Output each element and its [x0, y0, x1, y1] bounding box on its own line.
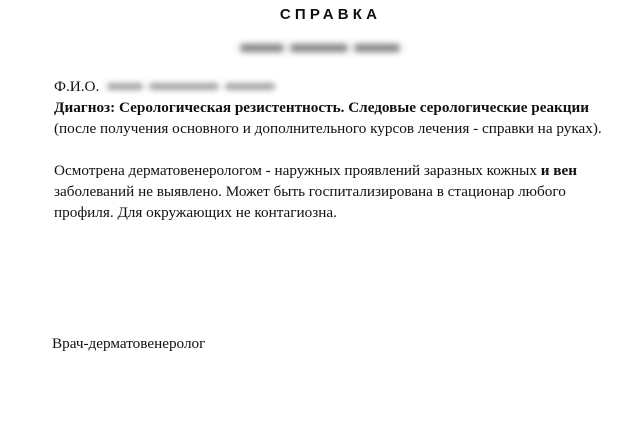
- diagnosis-paragraph: [54, 97, 602, 139]
- examination-bold-text: и вен: [540, 162, 577, 179]
- document-body: [54, 76, 602, 223]
- diagnosis-note: (после получения основного и дополнительного курсов лечения - справки на руках).: [54, 120, 602, 137]
- redacted-date: [240, 39, 414, 57]
- examination-text-1: Осмотрена дерматовенерологом - наружных проявлений заразных кожных: [54, 162, 541, 179]
- diagnosis-text: Диагноз: Серологическая резистентность. Следовые серологические реакции: [54, 99, 590, 116]
- redacted-fio: [107, 80, 287, 94]
- examination-text-2: заболеваний не выявлено. Может быть госпитализирована в стационар любого профиля. Для окружающих не контагиозна.: [54, 183, 566, 221]
- fio-label: Ф.И.О.: [54, 78, 100, 95]
- examination-paragraph: [54, 160, 602, 223]
- fio-line: [54, 76, 602, 97]
- signature-label: Врач-дерматовенеролог: [52, 335, 206, 352]
- document-title: СПРАВКА: [279, 6, 382, 23]
